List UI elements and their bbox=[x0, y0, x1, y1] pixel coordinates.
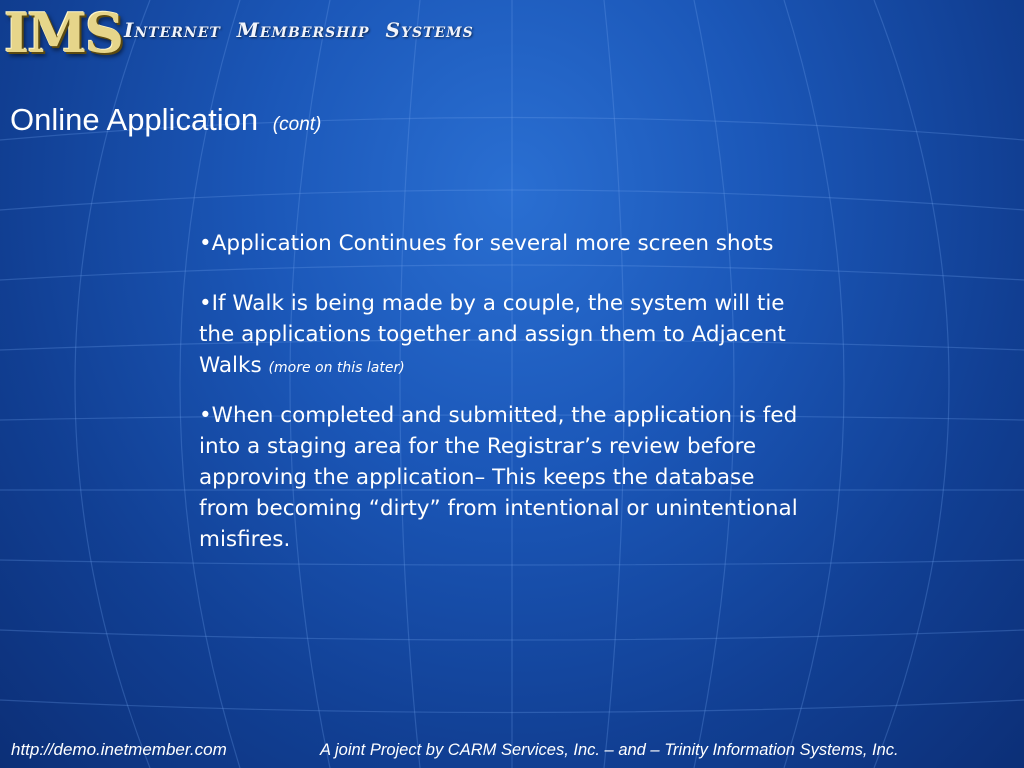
bullet-list bbox=[199, 228, 799, 555]
company-tagline: Internet Membership Systems bbox=[124, 18, 474, 42]
bullet-text: •When completed and submitted, the application is fed into a staging area for the Registrar’s review before approving the application– This keeps the database from becoming “dirty” from intentional or unintentional misfires. bbox=[199, 403, 798, 552]
ims-logo-text: IMS bbox=[4, 1, 123, 65]
slide-title-text: Online Application bbox=[10, 102, 259, 137]
bullet-item bbox=[199, 228, 799, 259]
bullet-note: (more on this later) bbox=[268, 360, 405, 376]
slide-title-suffix: (cont) bbox=[272, 114, 322, 135]
footer-credit: A joint Project by CARM Services, Inc. – and – Trinity Information Systems, Inc. bbox=[320, 741, 899, 759]
bullet-item bbox=[199, 288, 799, 384]
ims-logo bbox=[4, 0, 474, 66]
bullet-text: •If Walk is being made by a couple, the system will tie the applications together and assign them to Adjacent Walks bbox=[199, 291, 786, 378]
slide-title bbox=[10, 102, 321, 138]
bullet-text: •Application Continues for several more screen shots bbox=[199, 231, 774, 256]
footer-url-link[interactable]: http://demo.inetmember.com bbox=[11, 740, 227, 759]
bullet-item bbox=[199, 400, 799, 555]
